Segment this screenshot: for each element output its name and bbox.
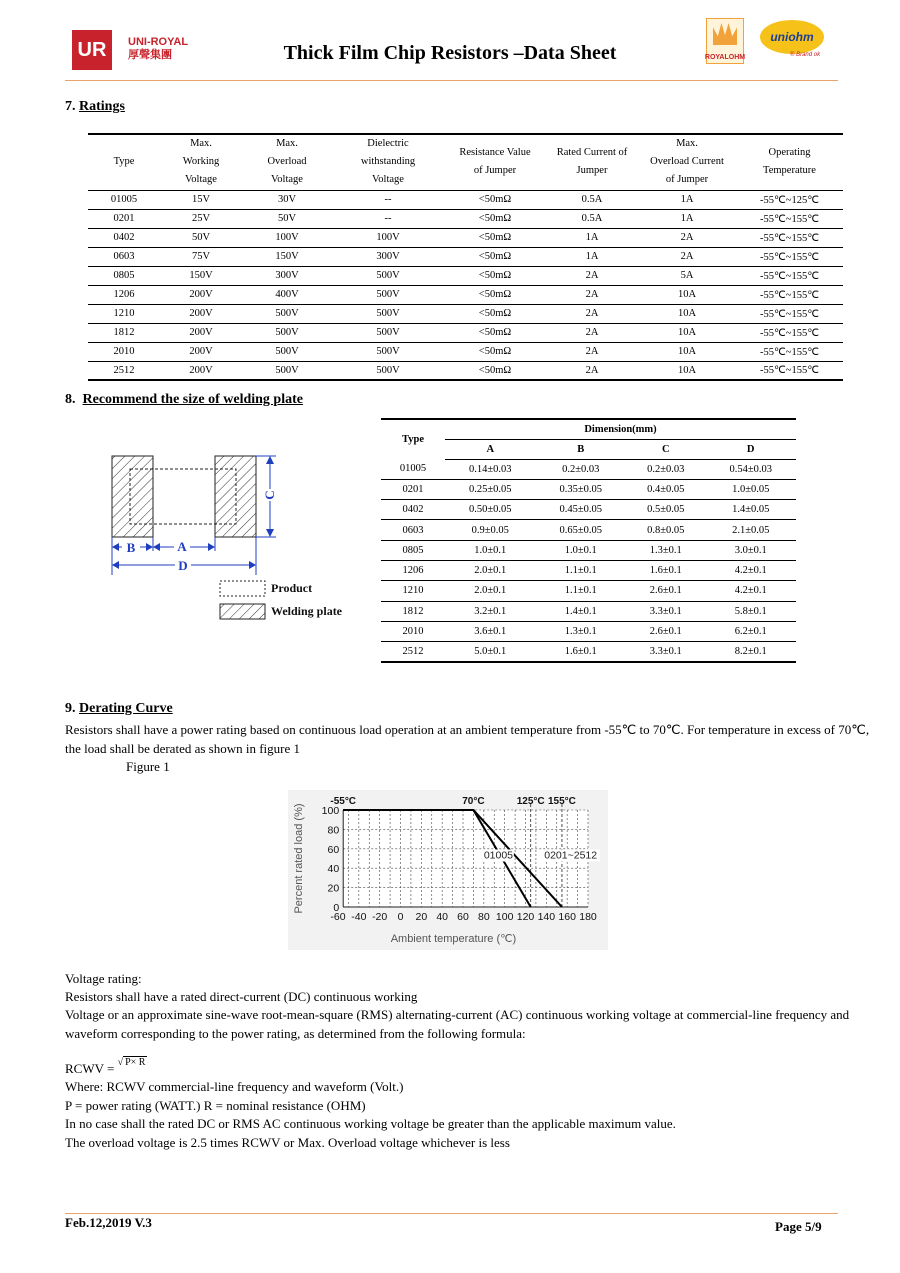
- table-cell: <50mΩ: [444, 209, 546, 228]
- label-c: C: [262, 490, 277, 500]
- table-cell: 2.1±0.05: [705, 520, 796, 540]
- uniroyal-logo-text: UNI-ROYAL: [128, 36, 189, 48]
- table-row: [88, 361, 843, 380]
- dimension-header-row: [381, 419, 796, 439]
- annotation-label: 155°C: [548, 796, 576, 807]
- table-row: [88, 323, 843, 342]
- table-cell: 2010: [381, 621, 445, 641]
- table-cell: 25V: [160, 209, 242, 228]
- ratings-header-cell: [736, 134, 843, 190]
- table-cell: 200V: [160, 285, 242, 304]
- table-cell: 150V: [242, 247, 332, 266]
- table-cell: 1A: [546, 247, 638, 266]
- table-cell: 0603: [381, 520, 445, 540]
- table-cell: 200V: [160, 323, 242, 342]
- table-cell: 10A: [638, 304, 736, 323]
- table-cell: 500V: [242, 342, 332, 361]
- table-cell: 15V: [160, 190, 242, 209]
- footer-divider: [65, 1213, 838, 1214]
- table-cell: -55℃~155℃: [736, 304, 843, 323]
- table-cell: 1.1±0.1: [536, 560, 627, 580]
- table-cell: 200V: [160, 304, 242, 323]
- table-cell: <50mΩ: [444, 361, 546, 380]
- table-row: [88, 342, 843, 361]
- ratings-header-cell: [242, 134, 332, 190]
- x-tick-label: 20: [415, 911, 428, 923]
- table-cell: 10A: [638, 361, 736, 380]
- table-cell: -55℃~155℃: [736, 209, 843, 228]
- arrow-down-icon: [266, 529, 274, 537]
- table-cell: 0.50±0.05: [445, 500, 536, 520]
- header-line: Jumper: [576, 165, 608, 177]
- table-row: [381, 459, 796, 479]
- section-8-heading: [65, 392, 303, 408]
- section-title: Recommend the size of welding plate: [82, 392, 303, 407]
- table-cell: 10A: [638, 323, 736, 342]
- table-cell: 1A: [546, 228, 638, 247]
- table-cell: 400V: [242, 285, 332, 304]
- table-cell: 2A: [546, 304, 638, 323]
- table-cell: 10A: [638, 342, 736, 361]
- header-line: Dielectric: [367, 138, 409, 150]
- table-row: [381, 560, 796, 580]
- table-cell: 0603: [88, 247, 160, 266]
- table-cell: 0.5A: [546, 209, 638, 228]
- table-cell: 2010: [88, 342, 160, 361]
- x-axis-label: Ambient temperature (℃): [390, 933, 517, 945]
- welding-plate-diagram: [98, 443, 363, 628]
- label-a: A: [177, 539, 187, 554]
- table-cell: 1.0±0.1: [445, 540, 536, 560]
- table-cell: 50V: [160, 228, 242, 247]
- table-cell: 150V: [160, 266, 242, 285]
- table-cell: 0.9±0.05: [445, 520, 536, 540]
- arrow-left-icon: [153, 543, 160, 551]
- table-cell: 4.2±0.1: [705, 581, 796, 601]
- section-number: 9.: [65, 701, 76, 716]
- formula-rhs: P× R: [125, 1057, 146, 1068]
- table-cell: --: [332, 209, 444, 228]
- table-cell: 2A: [546, 361, 638, 380]
- table-cell: 100V: [332, 228, 444, 247]
- y-axis-label: Percent rated load (%): [293, 803, 305, 914]
- header-line: Overload: [267, 156, 307, 168]
- table-cell: 200V: [160, 342, 242, 361]
- table-cell: 2.0±0.1: [445, 581, 536, 601]
- table-cell: -55℃~155℃: [736, 323, 843, 342]
- table-cell: 500V: [332, 304, 444, 323]
- y-tick-label: 20: [327, 882, 340, 895]
- table-row: [381, 581, 796, 601]
- table-cell: 1.0±0.05: [705, 479, 796, 499]
- table-cell: 0.5±0.05: [626, 500, 705, 520]
- header-line: Overload Current: [650, 156, 724, 168]
- table-cell: -55℃~155℃: [736, 342, 843, 361]
- note-line-4: The overload voltage is 2.5 times RCWV or Max. Overload voltage whichever is less: [65, 1134, 510, 1150]
- ratings-table: [88, 133, 843, 381]
- x-tick-label: 180: [579, 911, 597, 923]
- table-cell: 2A: [546, 323, 638, 342]
- table-cell: 0.45±0.05: [536, 500, 627, 520]
- note-line-2: P = power rating (WATT.) R = nominal resistance (OHM): [65, 1097, 366, 1113]
- arrow-right-icon: [208, 543, 215, 551]
- annotation-label: 125°C: [516, 796, 545, 807]
- table-cell: 0.65±0.05: [536, 520, 627, 540]
- table-cell: 2A: [546, 285, 638, 304]
- table-cell: 75V: [160, 247, 242, 266]
- dimension-body: [381, 459, 796, 662]
- table-cell: <50mΩ: [444, 342, 546, 361]
- royalohm-logo: [706, 18, 744, 64]
- table-cell: 200V: [160, 361, 242, 380]
- table-cell: -55℃~155℃: [736, 285, 843, 304]
- table-cell: 30V: [242, 190, 332, 209]
- dimension-table: [381, 418, 796, 663]
- dimension-group-header: Dimension(mm): [584, 423, 657, 435]
- series-label: 01005: [483, 849, 514, 862]
- y-tick-label: 80: [327, 824, 340, 837]
- table-cell: 2.6±0.1: [626, 581, 705, 601]
- table-row: [88, 209, 843, 228]
- table-cell: <50mΩ: [444, 247, 546, 266]
- arrow-up-icon: [266, 456, 274, 464]
- footer-date: Feb.12,2019 V.3: [65, 1215, 152, 1230]
- header-line: of Jumper: [473, 165, 517, 177]
- header-line: Max.: [190, 138, 212, 150]
- dimension-column-header: A: [445, 439, 536, 459]
- table-cell: --: [332, 190, 444, 209]
- table-cell: 300V: [332, 247, 444, 266]
- table-row: [88, 285, 843, 304]
- header-line: Resistance Value: [459, 147, 531, 159]
- voltage-rating-line-1: Resistors shall have a rated direct-current (DC) continuous working: [65, 989, 418, 1004]
- table-cell: 1210: [88, 304, 160, 323]
- table-cell: -55℃~155℃: [736, 266, 843, 285]
- header-line: of Jumper: [665, 174, 709, 186]
- x-tick-label: 140: [537, 911, 556, 923]
- legend-welding-label: Welding plate: [271, 604, 343, 618]
- table-cell: 1.1±0.1: [536, 581, 627, 601]
- ratings-header-cell: [638, 134, 736, 190]
- table-cell: 100V: [242, 228, 332, 247]
- table-cell: 2A: [638, 247, 736, 266]
- table-cell: 500V: [242, 323, 332, 342]
- page-number: Page 5/9: [775, 1219, 822, 1234]
- table-cell: 0.4±0.05: [626, 479, 705, 499]
- x-tick-label: -20: [372, 911, 388, 923]
- table-cell: 0.35±0.05: [536, 479, 627, 499]
- table-cell: 3.2±0.1: [445, 601, 536, 621]
- x-tick-label: 60: [457, 911, 469, 923]
- table-cell: 0.5A: [546, 190, 638, 209]
- x-tick-label: 0: [397, 911, 404, 923]
- table-cell: 500V: [332, 285, 444, 304]
- table-cell: 1A: [638, 209, 736, 228]
- y-tick-label: 40: [327, 863, 340, 876]
- table-cell: 0201: [88, 209, 160, 228]
- table-cell: 1.6±0.1: [626, 560, 705, 580]
- header-line: Voltage: [271, 174, 303, 186]
- table-cell: 3.3±0.1: [626, 601, 705, 621]
- header-line: Rated Current of: [556, 147, 628, 159]
- table-row: [381, 601, 796, 621]
- table-cell: -55℃~125℃: [736, 190, 843, 209]
- y-tick-label: 60: [327, 843, 340, 856]
- header-line: Voltage: [185, 174, 217, 186]
- header-line: withstanding: [360, 156, 416, 168]
- ratings-header-cell: [546, 134, 638, 190]
- table-cell: <50mΩ: [444, 266, 546, 285]
- section-number: 8.: [65, 392, 76, 407]
- table-cell: 0.25±0.05: [445, 479, 536, 499]
- table-row: [88, 228, 843, 247]
- table-cell: 1812: [88, 323, 160, 342]
- figure-label: Figure 1: [126, 759, 170, 774]
- legend-product-label: Product: [271, 581, 313, 595]
- note-line-3: In no case shall the rated DC or RMS AC continuous working voltage be greater than the applicable maximum value.: [65, 1116, 676, 1131]
- table-row: [381, 621, 796, 641]
- arrow-right-icon: [249, 561, 256, 569]
- section-9-heading: [65, 701, 173, 717]
- table-cell: 5.8±0.1: [705, 601, 796, 621]
- table-cell: <50mΩ: [444, 323, 546, 342]
- table-cell: 0201: [381, 479, 445, 499]
- table-cell: <50mΩ: [444, 228, 546, 247]
- derating-chart: [288, 790, 608, 950]
- table-cell: 500V: [242, 361, 332, 380]
- annotation-label: 70°C: [462, 796, 485, 807]
- table-cell: -55℃~155℃: [736, 247, 843, 266]
- table-cell: -55℃~155℃: [736, 361, 843, 380]
- table-row: [381, 500, 796, 520]
- section-number: 7.: [65, 99, 76, 114]
- table-cell: 10A: [638, 285, 736, 304]
- table-cell: 1.6±0.1: [536, 642, 627, 662]
- table-cell: 0.2±0.03: [626, 459, 705, 479]
- y-tick-label: 100: [321, 805, 340, 817]
- table-cell: -55℃~155℃: [736, 228, 843, 247]
- table-cell: 0402: [381, 500, 445, 520]
- y-tick-label: 0: [333, 902, 340, 914]
- table-cell: <50mΩ: [444, 285, 546, 304]
- table-cell: 300V: [242, 266, 332, 285]
- table-row: [381, 540, 796, 560]
- x-tick-label: 100: [495, 911, 514, 923]
- page-title: Thick Film Chip Resistors –Data Sheet: [283, 42, 617, 64]
- dimension-column-header: D: [705, 439, 796, 459]
- table-cell: 500V: [332, 342, 444, 361]
- header-line: Type: [113, 156, 135, 168]
- header-line: Working: [182, 156, 220, 168]
- table-cell: 1.4±0.05: [705, 500, 796, 520]
- crown-icon: [713, 23, 737, 45]
- x-tick-label: -60: [330, 911, 346, 923]
- header-line: Voltage: [372, 174, 404, 186]
- table-row: [88, 266, 843, 285]
- uniohm-tagline: ® Brand ok: [790, 52, 821, 58]
- section-title: Ratings: [79, 99, 125, 114]
- table-cell: 0.2±0.03: [536, 459, 627, 479]
- dimension-column-header: C: [626, 439, 705, 459]
- ratings-header-cell: [444, 134, 546, 190]
- table-cell: 500V: [242, 304, 332, 323]
- left-welding-pad: [112, 456, 153, 537]
- dimension-column-header: B: [536, 439, 627, 459]
- ur-logo: UR: [72, 30, 112, 70]
- table-row: [381, 479, 796, 499]
- uniohm-logo: uniohm: [760, 20, 824, 54]
- ratings-header-cell: [160, 134, 242, 190]
- x-tick-label: 160: [558, 911, 576, 923]
- table-cell: 8.2±0.1: [705, 642, 796, 662]
- table-cell: 1210: [381, 581, 445, 601]
- table-cell: 0805: [381, 540, 445, 560]
- table-cell: 1.3±0.1: [536, 621, 627, 641]
- table-cell: 0.54±0.03: [705, 459, 796, 479]
- table-cell: 0.14±0.03: [445, 459, 536, 479]
- table-cell: 1.0±0.1: [536, 540, 627, 560]
- table-cell: 5.0±0.1: [445, 642, 536, 662]
- header-line: Max.: [676, 138, 698, 150]
- section-title: Derating Curve: [79, 701, 173, 716]
- formula-sqrt: √ P× R: [117, 1057, 146, 1068]
- table-cell: 500V: [332, 361, 444, 380]
- table-cell: 5A: [638, 266, 736, 285]
- table-cell: 500V: [332, 323, 444, 342]
- x-tick-label: 120: [516, 911, 535, 923]
- ratings-header-cell: [88, 134, 160, 190]
- table-cell: 01005: [381, 459, 445, 479]
- type-header: Type: [402, 434, 424, 445]
- table-cell: 3.3±0.1: [626, 642, 705, 662]
- table-cell: 2.6±0.1: [626, 621, 705, 641]
- table-cell: 2A: [546, 266, 638, 285]
- table-cell: 50V: [242, 209, 332, 228]
- note-line-1: Where: RCWV commercial-line frequency and waveform (Volt.): [65, 1079, 404, 1094]
- table-cell: 1.4±0.1: [536, 601, 627, 621]
- header-line: Operating: [768, 147, 811, 159]
- legend-welding-swatch: [220, 604, 265, 619]
- royalohm-logo-text: ROYALOHM: [704, 54, 746, 61]
- table-row: [88, 304, 843, 323]
- ratings-body: [88, 190, 843, 380]
- voltage-rating-line-2: Voltage or an approximate sine-wave root-mean-square (RMS) alternating-current (AC) continuous working voltage at commercial-line frequency and waveform corresponding to the power rating, as determined from the following formula:: [65, 1007, 850, 1041]
- arrow-left-icon: [112, 561, 119, 569]
- table-row: [381, 642, 796, 662]
- right-welding-pad: [215, 456, 256, 537]
- derating-intro: Resistors shall have a power rating based on continuous load operation at an ambient temperature from -55℃ to 70℃. For temperature in excess of 70℃, the load shall be derated as shown in figure 1: [65, 722, 870, 756]
- table-cell: 4.2±0.1: [705, 560, 796, 580]
- table-cell: 2A: [638, 228, 736, 247]
- uniroyal-logo-cn: 厚聲集團: [128, 49, 172, 61]
- ratings-header-cell: [332, 134, 444, 190]
- table-row: [88, 190, 843, 209]
- table-cell: 2A: [546, 342, 638, 361]
- table-cell: 1812: [381, 601, 445, 621]
- table-cell: 500V: [332, 266, 444, 285]
- table-cell: 0.8±0.05: [626, 520, 705, 540]
- table-cell: 1.3±0.1: [626, 540, 705, 560]
- table-cell: 3.6±0.1: [445, 621, 536, 641]
- table-row: [88, 247, 843, 266]
- table-cell: <50mΩ: [444, 190, 546, 209]
- formula-lhs: RCWV =: [65, 1061, 115, 1076]
- x-tick-label: 80: [477, 911, 490, 923]
- x-tick-label: 40: [436, 911, 449, 923]
- ratings-header-row: [88, 134, 843, 190]
- label-d: D: [178, 558, 188, 573]
- section-7-heading: [65, 99, 125, 115]
- table-cell: 01005: [88, 190, 160, 209]
- table-cell: 2512: [381, 642, 445, 662]
- table-cell: 2.0±0.1: [445, 560, 536, 580]
- arrow-right-icon: [146, 543, 153, 551]
- header-line: Temperature: [763, 165, 816, 177]
- header-line: Max.: [276, 138, 298, 150]
- table-cell: 6.2±0.1: [705, 621, 796, 641]
- arrow-left-icon: [112, 543, 119, 551]
- table-row: [381, 520, 796, 540]
- label-b: B: [126, 540, 136, 555]
- x-tick-label: -40: [351, 911, 367, 923]
- table-cell: 2512: [88, 361, 160, 380]
- voltage-rating-label: Voltage rating:: [65, 971, 142, 986]
- series-label: 0201~2512: [544, 849, 598, 862]
- table-cell: 1A: [638, 190, 736, 209]
- header-divider: [65, 80, 838, 81]
- table-cell: 1206: [381, 560, 445, 580]
- legend-product-swatch: [220, 581, 265, 596]
- table-cell: 0805: [88, 266, 160, 285]
- table-cell: 0402: [88, 228, 160, 247]
- table-cell: 1206: [88, 285, 160, 304]
- table-cell: <50mΩ: [444, 304, 546, 323]
- table-cell: 3.0±0.1: [705, 540, 796, 560]
- annotation-label: -55°C: [330, 796, 357, 807]
